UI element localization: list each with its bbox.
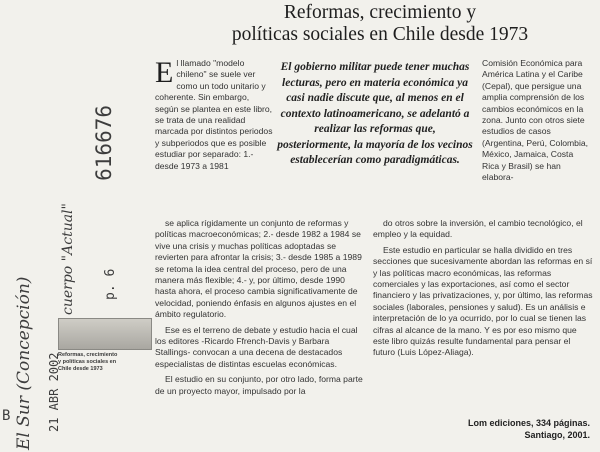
article-title (180, 2, 580, 46)
thumbnail-caption-line: Reformas, crecimiento (58, 352, 118, 358)
article-title-line-1: Reformas, crecimiento y (283, 2, 477, 23)
thumbnail-caption-line: Chile desde 1973 (58, 366, 103, 372)
book-thumbnail-caption (58, 352, 150, 373)
book-credit-line-1: Lom ediciones, 334 páginas. (467, 418, 590, 428)
handwritten-section: cuerpo "Actual" (60, 203, 76, 315)
column-3-body (373, 218, 593, 363)
article-title-line-2: políticas sociales en Chile desde 1973 (231, 24, 529, 45)
date-stamp: 21 ABR 2002 (47, 352, 61, 432)
column-2-body (155, 218, 365, 401)
book-credit-line-2: Santiago, 2001. (524, 430, 590, 440)
column-1-text: l llamado "modelo chileno" se suele ver como un todo unitario y coherente. Sin embargo, según se plantea en este libro, se trata de una realidad marcada por distintos periodos y subperiodos que es posible estudiar por separado: 1.- desde 1973 a 1981 (155, 58, 273, 171)
book-cover-image (58, 318, 152, 350)
column-1 (155, 58, 273, 172)
body-paragraph: se aplica rígidamente un conjunto de reformas y políticas macroeconómicas; 2.- desde 1982 a 1984 se vive una crisis y muchas políticas adoptadas se revierten para afrontar la crisis; 3.- desde 1985 a 1989 se retoma la idea central del proceso, pero de una manera más flexible; 4.- y, por último, desde 1990 hasta ahora, el proceso cambia significativamente de velocidad, poniendo énfasis en algunos ajustes en el ámbito regulatorio. (155, 218, 362, 320)
body-paragraph: do otros sobre la inversión, el cambio tecnológico, el empleo y la equidad. (373, 218, 583, 240)
handwritten-clipping-number: 616676 (92, 105, 116, 181)
handwritten-source: El Sur (Concepción) (14, 276, 34, 450)
book-thumbnail (58, 318, 150, 380)
book-credit (440, 417, 590, 441)
pull-quote: El gobierno militar puede tener muchas lecturas, pero en materia económica ya casi nadie discute que, al menos en el contexto latinoamericano, se adelantó a realizar las reformas que, posteriormente, la mayoría de los vecinos establecerían como paradigmáticas. (277, 61, 473, 166)
thumbnail-caption-line: y políticas sociales en (58, 359, 117, 365)
handwritten-page: p. 6 (103, 268, 118, 300)
handwritten-mark: B (2, 408, 11, 424)
body-paragraph: El estudio en su conjunto, por otro lado, forma parte de un proyecto mayor, impulsado por la (155, 374, 363, 396)
drop-cap: E (155, 56, 174, 89)
body-paragraph: Ese es el terreno de debate y estudio hacia el cual los editores -Ricardo Ffrench-Davis y Barbara Stallings- convocan a una decena de destacados especialistas de distintas escuelas económicas. (155, 324, 358, 369)
body-paragraph: Este estudio en particular se halla dividido en tres secciones que sucesivamente abordan las reformas en sí y las políticas macro económicas, las reformas comerciales y las exportaciones, así como el sector financiero y las privatizaciones, y, por último, las reformas sociales (laborales, pensiones y salud). Es un análisis e interpretación de lo ya ocurrido, por lo cual se tienen las cifras al alcance de la mano. Y es por eso mismo que este libro quizás resulte fundamental para pensar el futuro (Luis López-Aliaga). (373, 244, 593, 358)
column-3-top: Comisión Económica para América Latina y el Caribe (Cepal), que persigue una amplia comprensión de los cambios económicos en la zona. Junto con otros siete estudios de casos (Argentina, Perú, Colombia, México, Jamaica, Costa Rica y Brasil) se han elabora- (482, 58, 589, 183)
